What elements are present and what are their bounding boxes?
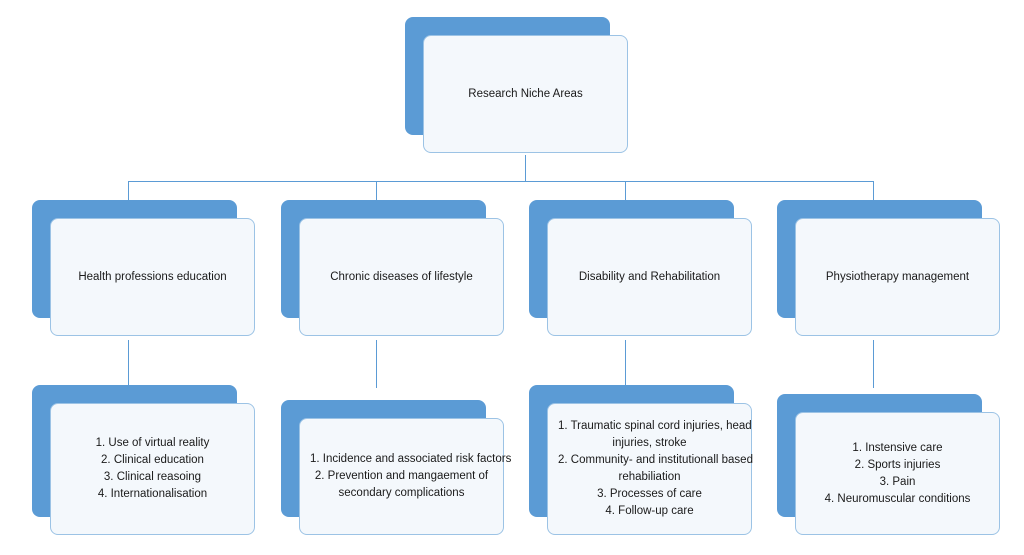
list-item: 1. Use of virtual reality xyxy=(95,437,210,449)
connector-branch-2-items xyxy=(376,340,377,388)
list-item: 3. Processes of care xyxy=(597,488,702,500)
node-root-label: Research Niche Areas xyxy=(468,87,583,100)
node-branch-3-title-box xyxy=(547,218,752,336)
list-item: 1. Instensive care xyxy=(852,441,943,454)
list-item: 3. Pain xyxy=(879,475,916,488)
list-item: rehabiliation xyxy=(618,471,681,483)
node-branch-1-title-box xyxy=(50,218,255,336)
list-item: 4. Internationalisation xyxy=(97,488,208,500)
node-branch-3-items[interactable] xyxy=(529,385,753,517)
list-item: 2. Sports injuries xyxy=(854,458,941,471)
node-branch-1-items[interactable] xyxy=(32,385,237,517)
node-branch-2-title-text xyxy=(300,265,503,290)
branch-1-title-label: Health professions education xyxy=(78,270,227,283)
branch-2-title-label: Chronic diseases of lifestyle xyxy=(330,270,473,283)
connector-root-down xyxy=(525,155,526,181)
node-branch-2-title-box xyxy=(299,218,504,336)
list-item: 4. Neuromuscular conditions xyxy=(824,492,971,505)
list-item: 3. Clinical reasoing xyxy=(103,471,202,483)
node-branch-1-items-text xyxy=(51,431,254,507)
list-item: 2. Community- and institutionall based xyxy=(558,454,753,466)
node-branch-4-title[interactable] xyxy=(777,200,982,318)
node-branch-2-title[interactable] xyxy=(281,200,486,318)
node-branch-4-items-box xyxy=(795,412,1000,535)
node-root-text xyxy=(424,82,627,107)
node-branch-1-title[interactable] xyxy=(32,200,237,318)
connector-bus xyxy=(128,181,873,182)
node-branch-3-title[interactable] xyxy=(529,200,734,318)
list-item: 4. Follow-up care xyxy=(605,505,694,517)
connector-branch-1-items xyxy=(128,340,129,388)
list-item: 1. Incidence and associated risk factors xyxy=(310,453,512,465)
node-branch-4-items[interactable] xyxy=(777,394,982,517)
connector-branch-3-items xyxy=(625,340,626,388)
list-item: 2. Clinical education xyxy=(101,454,204,466)
node-branch-3-items-text xyxy=(548,414,751,524)
node-root[interactable] xyxy=(405,17,610,135)
node-branch-4-title-box xyxy=(795,218,1000,336)
list-item: 1. Traumatic spinal cord injuries, head xyxy=(558,420,752,432)
node-root-box xyxy=(423,35,628,153)
node-branch-3-items-box xyxy=(547,403,752,535)
node-branch-1-items-box xyxy=(50,403,255,535)
list-item: injuries, stroke xyxy=(612,437,687,449)
node-branch-3-title-text xyxy=(548,265,751,290)
list-item: secondary complications xyxy=(338,487,465,499)
node-branch-4-items-text xyxy=(796,436,999,512)
node-branch-1-title-text xyxy=(51,265,254,290)
node-branch-2-items-text xyxy=(300,447,512,506)
connector-branch-4-items xyxy=(873,340,874,388)
node-branch-2-items-box xyxy=(299,418,512,535)
list-item: 2. Prevention and mangaement of xyxy=(314,470,489,482)
branch-4-title-label: Physiotherapy management xyxy=(825,270,970,283)
node-branch-4-title-text xyxy=(796,265,999,290)
node-branch-2-items[interactable] xyxy=(281,400,512,517)
branch-3-title-label: Disability and Rehabilitation xyxy=(578,270,721,283)
